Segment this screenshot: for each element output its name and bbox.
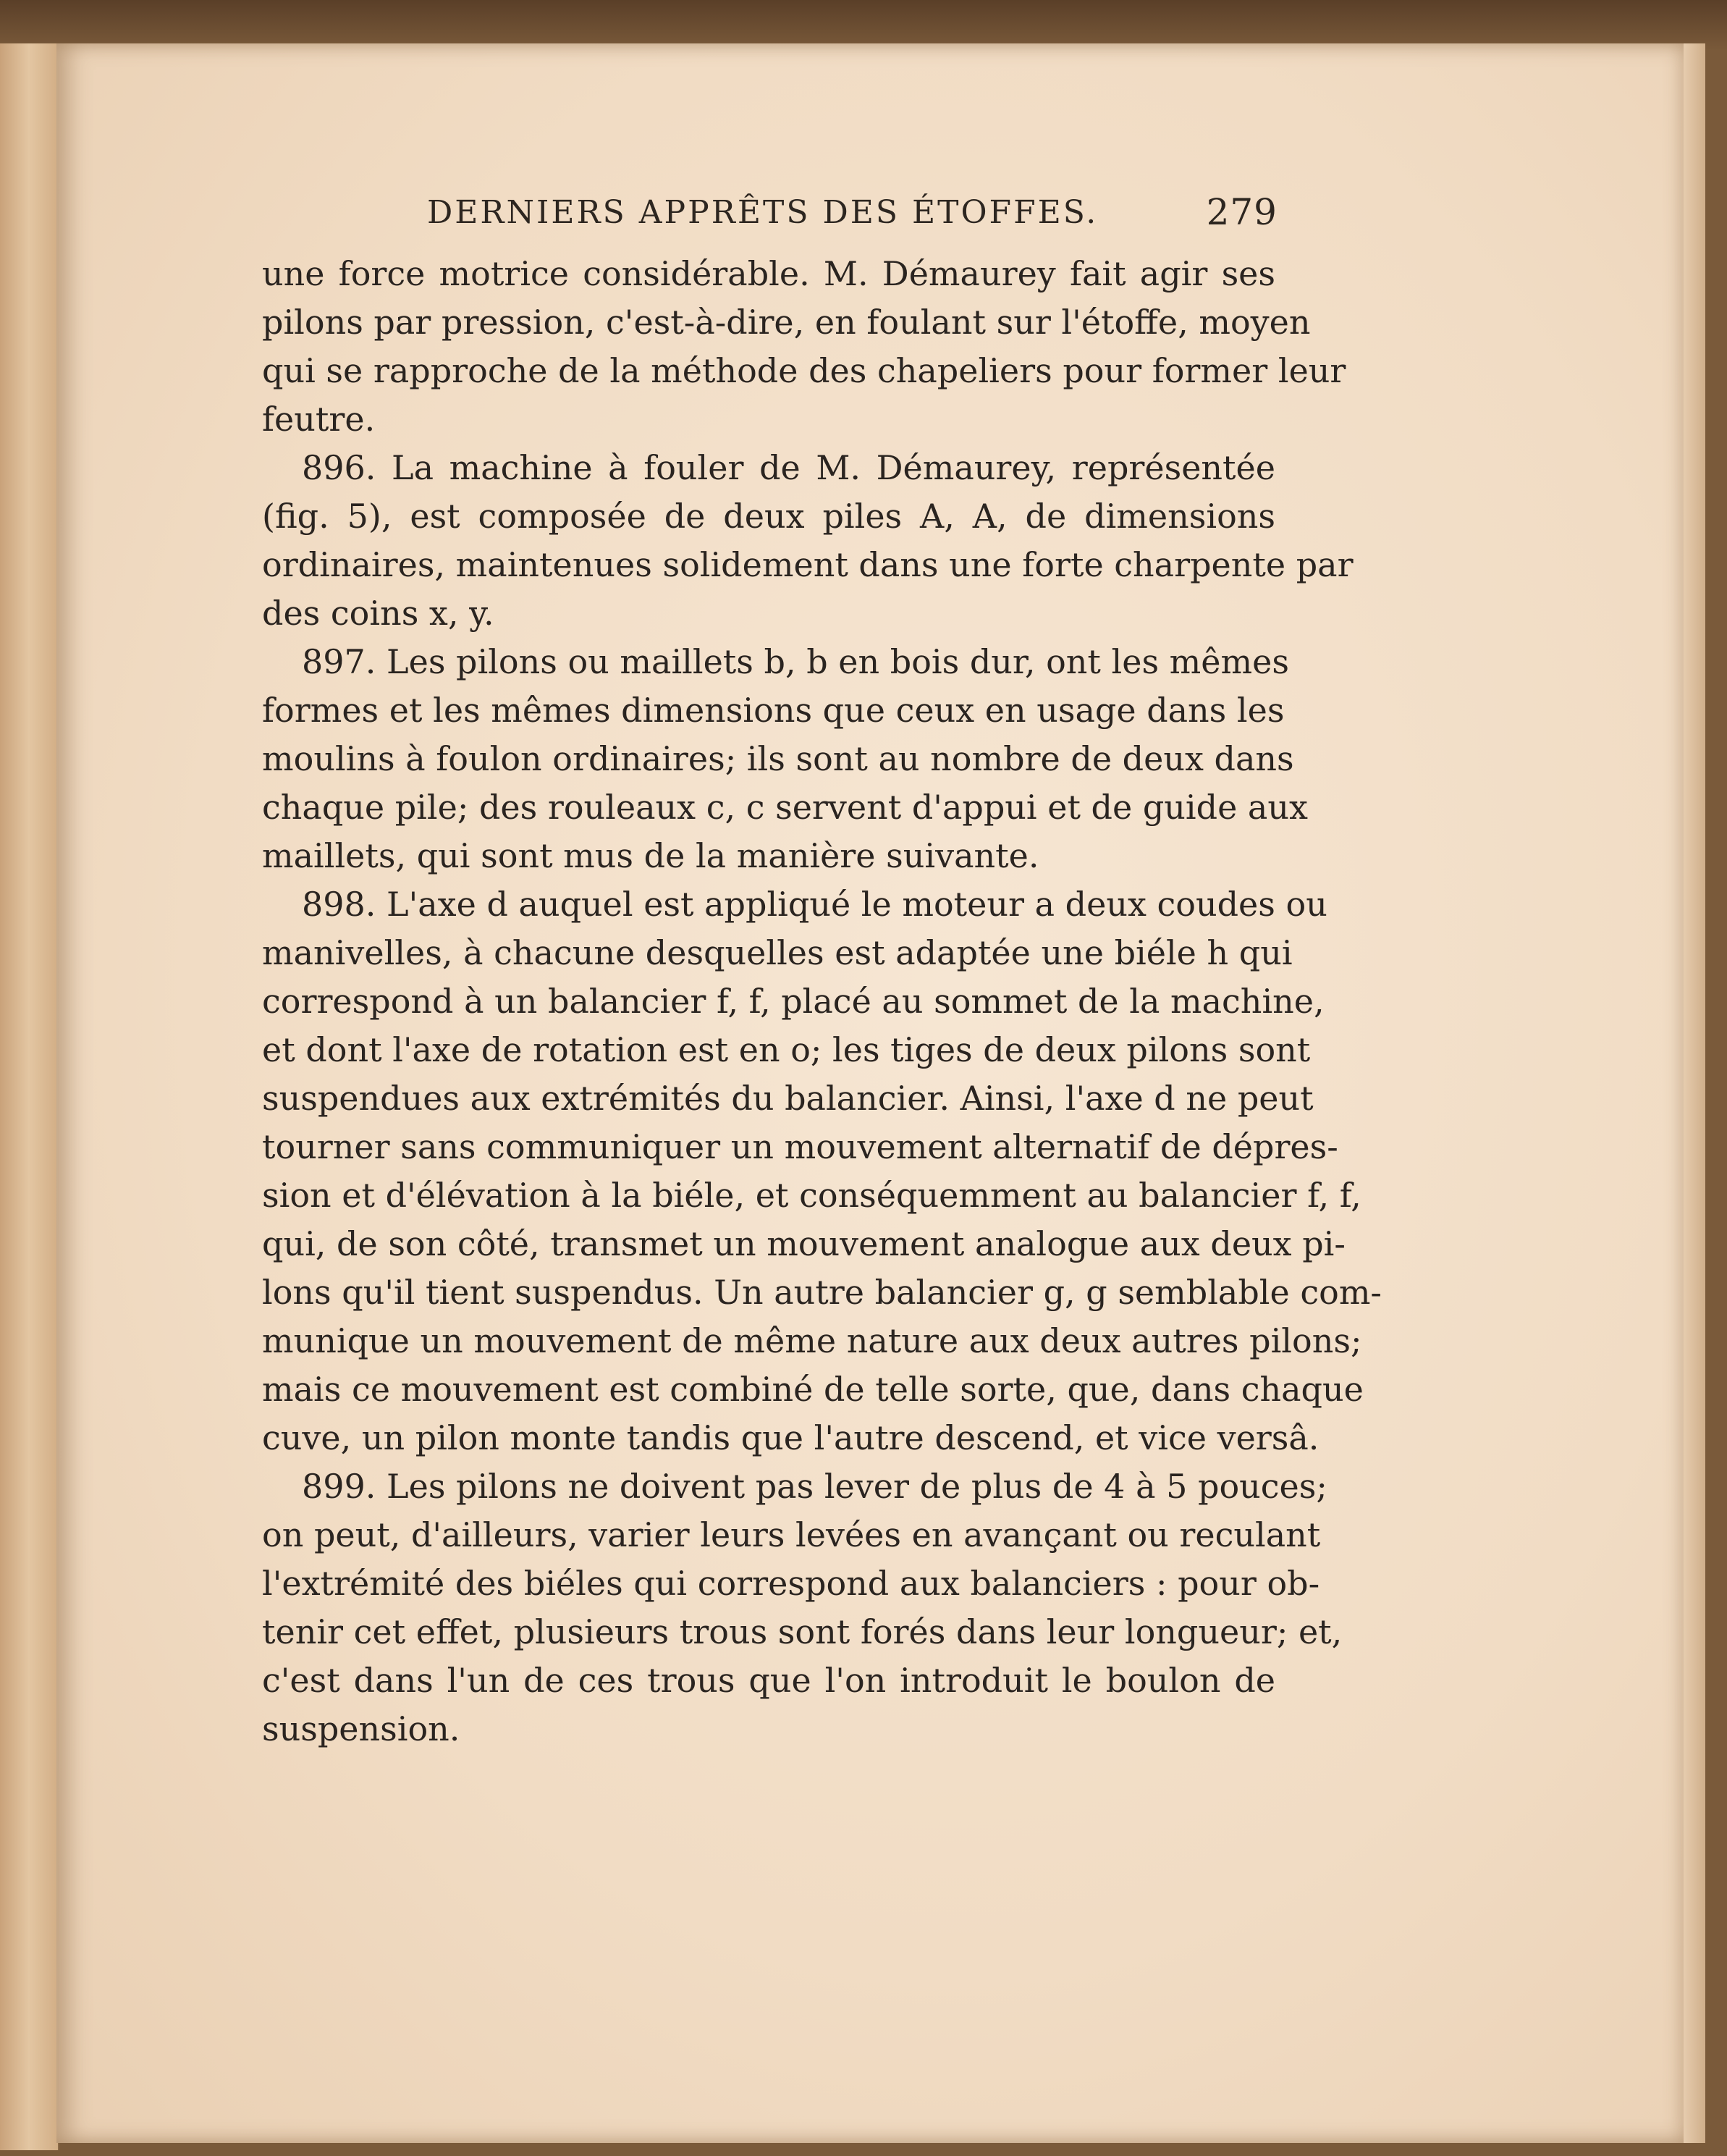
text-line: mais ce mouvement est combiné de telle sorte, que, dans chaque (262, 1370, 1364, 1409)
previous-page-edge (0, 43, 59, 2150)
text-line: moulins à foulon ordinaires; ils sont au nombre de deux dans (262, 739, 1294, 778)
text-line: feutre. (262, 400, 376, 439)
page-fore-edge (1684, 43, 1705, 2143)
text-line: suspension. (262, 1709, 460, 1748)
text-line: qui se rapproche de la méthode des chapeliers pour former leur (262, 351, 1346, 390)
text-line: on peut, d'ailleurs, varier leurs levées en avançant ou reculant (262, 1515, 1321, 1554)
text-line: tenir cet effet, plusieurs trous sont forés dans leur longueur; et, (262, 1612, 1343, 1651)
paragraph-898-start: 898. L'axe d auquel est appliqué le moteur a deux coudes ou (302, 885, 1327, 924)
page-number: 279 (1206, 191, 1278, 233)
text-line: sion et d'élévation à la biéle, et conséquemment au balancier f, f, (262, 1176, 1361, 1215)
text-line: et dont l'axe de rotation est en o; les tiges de deux pilons sont (262, 1030, 1311, 1069)
text-line: une force motrice considérable. M. Démaurey fait agir ses (262, 254, 1275, 293)
text-line: c'est dans l'un de ces trous que l'on introduit le boulon de (262, 1661, 1275, 1700)
text-line: qui, de son côté, transmet un mouvement analogue aux deux pi- (262, 1224, 1346, 1263)
text-line: munique un mouvement de même nature aux deux autres pilons; (262, 1321, 1362, 1360)
text-line: correspond à un balancier f, f, placé au sommet de la machine, (262, 982, 1325, 1021)
paragraph-896-start: 896. La machine à fouler de M. Démaurey, représentée (302, 448, 1275, 487)
text-line: maillets, qui sont mus de la manière suivante. (262, 836, 1039, 875)
body-text (262, 250, 1382, 1753)
text-line: pilons par pression, c'est-à-dire, en foulant sur l'étoffe, moyen (262, 303, 1311, 342)
text-line: suspendues aux extrémités du balancier. Ainsi, l'axe d ne peut (262, 1079, 1314, 1118)
text-line: tourner sans communiquer un mouvement alternatif de dépres- (262, 1127, 1338, 1166)
text-line: formes et les mêmes dimensions que ceux en usage dans les (262, 691, 1285, 730)
text-line: manivelles, à chacune desquelles est adaptée une biéle h qui (262, 933, 1293, 972)
running-header (427, 191, 1278, 239)
paragraph-899-start: 899. Les pilons ne doivent pas lever de plus de 4 à 5 pouces; (302, 1467, 1327, 1506)
text-line: (fig. 5), est composée de deux piles A, A, de dimensions (262, 497, 1275, 536)
text-line: des coins x, y. (262, 594, 494, 633)
text-line: cuve, un pilon monte tandis que l'autre descend, et vice versâ. (262, 1418, 1319, 1457)
text-line: chaque pile; des rouleaux c, c servent d'appui et de guide aux (262, 788, 1308, 827)
paragraph-897-start: 897. Les pilons ou maillets b, b en bois dur, ont les mêmes (302, 642, 1289, 681)
text-line: ordinaires, maintenues solidement dans une forte charpente par (262, 545, 1354, 584)
running-title: DERNIERS APPRÊTS DES ÉTOFFES. (427, 194, 1099, 231)
text-line: lons qu'il tient suspendus. Un autre balancier g, g semblable com- (262, 1273, 1382, 1312)
text-line: l'extrémité des biéles qui correspond aux balanciers : pour ob- (262, 1564, 1320, 1603)
